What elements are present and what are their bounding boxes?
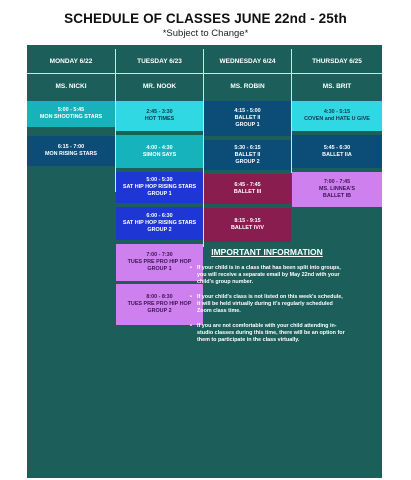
class-cell xyxy=(204,101,291,136)
class-time: 8:15 - 9:15 xyxy=(234,218,261,224)
class-time: 5:45 - 6:30 xyxy=(323,144,351,151)
class-time: 4:15 - 5:00 xyxy=(234,108,261,114)
class-time: 2:45 - 3:30 xyxy=(146,109,173,115)
class-cell xyxy=(204,208,291,242)
important-info xyxy=(187,247,347,352)
day-header-wednesday: WEDNESDAY 6/24 xyxy=(204,49,291,74)
class-name: HOT TIMES xyxy=(144,116,175,122)
day-header-tuesday: TUESDAY 6/23 xyxy=(116,49,203,74)
class-group: GROUP 1 xyxy=(235,122,260,128)
info-item: • If you are not comfortable with your child attending in-studio classes during this time, there will be an option for them to participate in the class virtually. xyxy=(197,323,347,344)
class-name: MON RISING STARS xyxy=(44,151,97,157)
class-group: GROUP 2 xyxy=(147,227,172,233)
teacher-wednesday: MS. ROBIN xyxy=(230,82,265,90)
class-name: SIMON SAYS xyxy=(142,151,177,158)
class-group: GROUP 1 xyxy=(147,266,172,272)
class-cell xyxy=(204,174,291,204)
day-header-thursday: THURSDAY 6/25 xyxy=(292,49,382,74)
class-time: 4:30 - 5:15 xyxy=(323,109,351,115)
class-time: 6:00 - 6:30 xyxy=(146,213,173,219)
teacher-monday: MS. NICKI xyxy=(55,82,87,90)
class-cell xyxy=(292,135,382,168)
class-time: 6:15 - 7:00 xyxy=(57,144,85,150)
info-title: IMPORTANT INFORMATION xyxy=(211,247,323,257)
class-cell xyxy=(27,101,115,127)
class-name: MS. LINNEA'S xyxy=(318,186,356,192)
class-cell xyxy=(116,207,203,240)
info-item: • If your child's class is not listed on this week's schedule, it will be held virtually during it's regularly scheduled Zoom class time. xyxy=(197,294,347,315)
class-cell xyxy=(116,101,203,131)
class-name: TUES PRE PRO HIP HOP xyxy=(127,301,192,307)
info-list xyxy=(187,265,347,344)
class-time: 6:45 - 7:45 xyxy=(234,182,261,188)
class-name: BALLET IV/V xyxy=(231,225,264,231)
teacher-thursday: MS. BRIT xyxy=(322,82,352,90)
page-title: SCHEDULE OF CLASSES JUNE 22nd - 25th xyxy=(64,11,347,26)
class-group: GROUP 2 xyxy=(147,308,172,314)
class-group: GROUP 2 xyxy=(235,158,260,165)
class-time: 7:00 - 7:30 xyxy=(146,252,173,258)
day-header-monday: MONDAY 6/22 xyxy=(27,49,115,74)
class-time: 4:00 - 4:30 xyxy=(146,144,173,151)
info-item: • If your child is in a class that has been split into groups, you will receive a separate email by May 22nd with your child's group number. xyxy=(197,265,347,286)
class-name: BALLET II xyxy=(234,151,261,158)
class-cell xyxy=(204,140,291,170)
class-time: 5:00 - 5:30 xyxy=(146,177,173,183)
class-cell xyxy=(292,101,382,131)
class-name: BALLET III xyxy=(233,189,262,195)
class-name: SAT HIP HOP RISING STARS xyxy=(122,220,197,226)
page-subtitle: *Subject to Change* xyxy=(162,28,249,39)
class-cell xyxy=(116,135,203,168)
class-time: 5:00 - 5:45 xyxy=(57,107,85,113)
class-time: 8:00 - 8:30 xyxy=(146,294,173,300)
class-time: 7:00 - 7:45 xyxy=(323,179,351,185)
teacher-tuesday: MR. NOOK xyxy=(142,82,177,90)
class-cell xyxy=(292,172,382,207)
class-group: GROUP 1 xyxy=(147,191,172,197)
class-group: BALLET IB xyxy=(322,193,352,199)
class-cell xyxy=(116,172,203,203)
class-name: MON SHOOTING STARS xyxy=(39,114,103,120)
class-time: 5:30 - 6:15 xyxy=(234,144,261,151)
class-name: SAT HIP HOP RISING STARS xyxy=(122,184,197,190)
class-name: BALLET II xyxy=(234,115,261,121)
class-cell xyxy=(27,136,115,166)
class-name: TUES PRE PRO HIP HOP xyxy=(127,259,192,265)
class-name: BALLET IIA xyxy=(322,151,352,158)
class-name: COVEN and HATE U GIVE xyxy=(304,116,370,122)
